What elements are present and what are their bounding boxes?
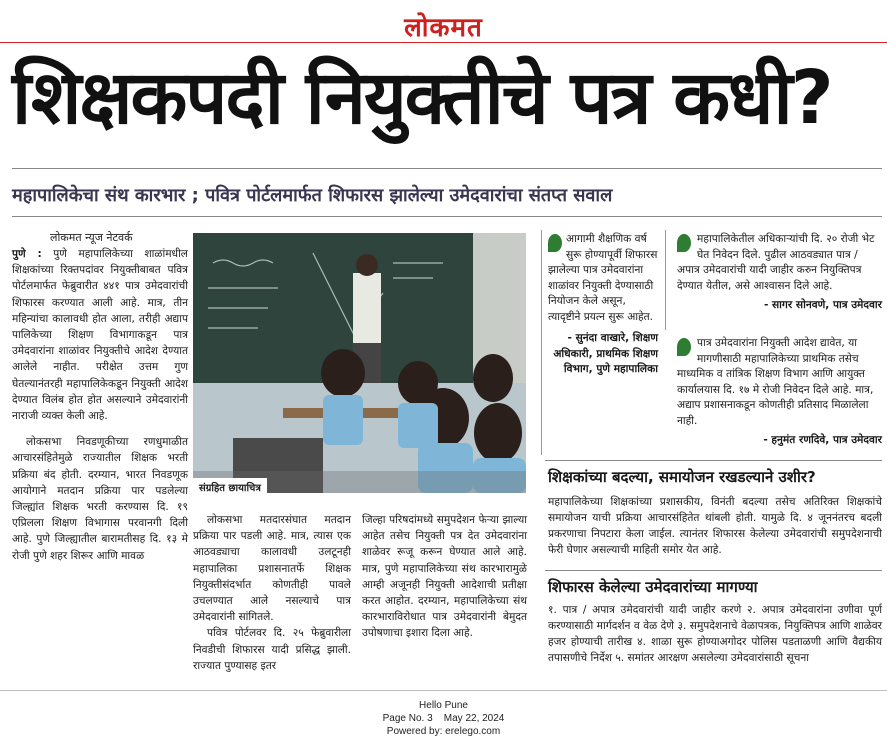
paragraph: पवित्र पोर्टलवर दि. २५ फेब्रुवारीला निवडीची शिफारस यादी प्रसिद्ध झाली. राज्यात पुण्यासह इतर (193, 627, 351, 672)
page-footer (0, 699, 887, 738)
box-rule (545, 460, 882, 461)
paragraph: १. पात्र / अपात्र उमेदवारांची यादी जाहीर करणे २. अपात्र उमेदवारांना उणीवा पूर्ण करण्यासाठी मार्गदर्शन व वेळ देणे ३. समुपदेशनाचे वेळापत्रक, नियुक्तिपत्र आणि शाळेवर हजर होण्याची तारीख ४. शाळा सुरू होण्याअगोदर पोलिस पडताळणी आणि वैद्यकीय तपासणीचे निर्देश ५. समांतर आरक्षण असलेल्या उमेदवारांसाठी सूचना (548, 604, 882, 664)
page-bottom-rule (0, 690, 887, 691)
box-body-demands (548, 602, 882, 666)
paragraph: लोकसभा मतदारसंघात मतदान प्रक्रिया पार पडली आहे. मात्र, त्यास एक आठवड्याचा कालावधी उलटूनही महापालिका प्रशासनातर्फे शिक्षक नियुक्तीसंदर्भात कोणतीही पावले उचलण्यात आले नसल्याचे पात्र उमेदवारांनी सांगितले. (193, 514, 351, 624)
quote-signature: - सुनंदा वाखारे, शिक्षण अधिकारी, प्राथमिक शिक्षण विभाग, पुणे महापालिका (553, 332, 658, 375)
headline: शिक्षकपदी नियुक्तीचे पत्र कधी? (12, 55, 832, 141)
subheadline: महापालिकेचा संथ कारभार ; पवित्र पोर्टलमार्फत शिफारस झालेल्या उमेदवारांचा संतप्त सवाल (12, 185, 613, 206)
box-heading-demands: शिफारस केलेल्या उमेदवारांच्या मागण्या (548, 578, 758, 596)
headline-rule (12, 168, 882, 169)
article-column-3 (362, 512, 527, 642)
subhead-rule (12, 216, 882, 217)
quote-block-2 (677, 232, 882, 314)
photo-caption: संग्रहित छायाचित्र (193, 478, 267, 496)
byline: लोकमत न्यूज नेटवर्क (50, 231, 133, 244)
column-rule (665, 230, 666, 330)
quote-block-3 (677, 336, 882, 449)
quote-icon (677, 338, 691, 356)
footer-powered-by: Powered by: erelego.com (386, 726, 501, 737)
quote-icon (677, 234, 691, 252)
box-heading-transfers: शिक्षकांच्या बदल्या, समायोजन रखडल्याने उशीर? (548, 468, 816, 486)
paragraph (12, 246, 188, 424)
paragraph-text: पुणे महापालिकेच्या शाळांमधील शिक्षकांच्या रिक्तपदांवर नियुक्तीबाबत पवित्र पोर्टलमार्फत फेब्रुवारीत ४४१ पात्र उमेदवारांची शिफारस करण्यात आली आहे. मात्र, तीन महिन्यांचा कालावधी होत आला, तरीही अद्याप पालिकेच्या शिक्षण विभागाकडून पात्र उमेदवारांना शाळांवर नियुक्तीचे आदेश देण्यात आलेले नाहीत. परीक्षेत उत्तम गुण घेतल्यानंतरही महापालिकेकडून नियुक्ती आदेश देण्यात विलंब होत होत असल्याने उमेदवारांनी नाराजी व्यक्त केली आहे. (12, 248, 188, 423)
box-body-transfers (548, 494, 882, 558)
box-rule (545, 570, 882, 571)
quote-icon (548, 234, 562, 252)
quote-text: महापालिकेतील अधिकाऱ्यांची दि. २० रोजी भेट घेत निवेदन दिले. पुढील आठवड्यात पात्र / अपात्र उमेदवारांची यादी जाहीर करुन नियुक्तिपत्र देण्यात येतील, असे आश्वासन दिले आहे. (677, 233, 875, 292)
paragraph: महापालिकेच्या शिक्षकांच्या प्रशासकीय, विनंती बदल्या तसेच अतिरिक्त शिक्षकांचे समायोजन याची प्रक्रिया आचारसंहितेत थांबली होती. यामुळे दि. ४ जूननंतरच बदली प्रकरणाचा निपटारा केला जाईल. त्यानंतर शिफारस केलेल्या उमेदवारांची समुपदेशनाची फेरी घेणार असल्याची माहिती समोर येत आहे. (548, 496, 882, 556)
article-column-2 (193, 512, 351, 674)
quote-signature: - हनुमंत रणदिवे, पात्र उमेदवार (763, 434, 882, 446)
column-rule (541, 230, 542, 455)
quote-text: आगामी शैक्षणिक वर्ष सुरू होण्यापूर्वी शिफारस झालेल्या पात्र उमेदवारांना शाळांवर नियुक्ती देण्यासाठी नियोजन केले असून, त्यादृष्टीने प्रयत्न सुरू आहेत. (548, 233, 658, 323)
paragraph: लोकसभा निवडणूकीच्या रणधुमाळीत आचारसंहितेमुळे राज्यातील शिक्षक भरती प्रक्रिया बंद होती. दरम्यान, भारत निवडणूक आयोगाने मतदान प्रक्रिया पार पडलेल्या जिल्ह्यांत शिक्षक भरती करण्यास दि. १९ एप्रिलला शिक्षण विभागास परवानगी दिली आहे. पुणे जिल्ह्यातील बारामतीसह दि. १३ मे रोजी पुणे शहर शिरूर आणि मावळ (12, 436, 188, 562)
dateline: पुणे : (12, 248, 42, 260)
footer-edition: Hello Pune (419, 700, 468, 711)
article-column-1 (12, 246, 188, 564)
footer-page-date: Page No. 3 May 22, 2024 (382, 713, 505, 724)
masthead (0, 0, 887, 43)
quote-signature: - सागर सोनवणे, पात्र उमेदवार (763, 299, 882, 311)
chalkboard-photo (193, 233, 526, 493)
quote-block-1 (548, 232, 658, 378)
quote-text: पात्र उमेदवारांना नियुक्ती आदेश द्यावेत, या मागणीसाठी महापालिकेच्या प्राथमिक तसेच माध्यमिक व तांत्रिक शिक्षण विभाग आणि आयुक्त कार्यालयास दि. १७ मे रोजी निवेदन दिले आहे. मात्र, अद्याप प्रशासनाकडून कोणतीही प्रतिसाद मिळालेला नाही. (677, 337, 874, 427)
paragraph: जिल्हा परिषदांमध्ये समुपदेशन फेऱ्या झाल्या आहेत तसेच नियुक्ती पत्र देत उमेदवारांना शाळेवर रूजू करून घेण्यात आले आहे. मात्र, पुणे महापालिकेच्या संथ कारभारामुळे आम्ही अजूनही नियुक्ती आदेशाची प्रतीक्षा करत आहोत. दरम्यान, महापालिकेच्या संथ कारभाराविरोधात पात्र उमेदवारांनी बेमुदत उपोषणाचा इशारा दिला आहे. (362, 514, 527, 640)
classroom-illustration (193, 233, 526, 493)
newspaper-logo: लोकमत (404, 13, 483, 43)
